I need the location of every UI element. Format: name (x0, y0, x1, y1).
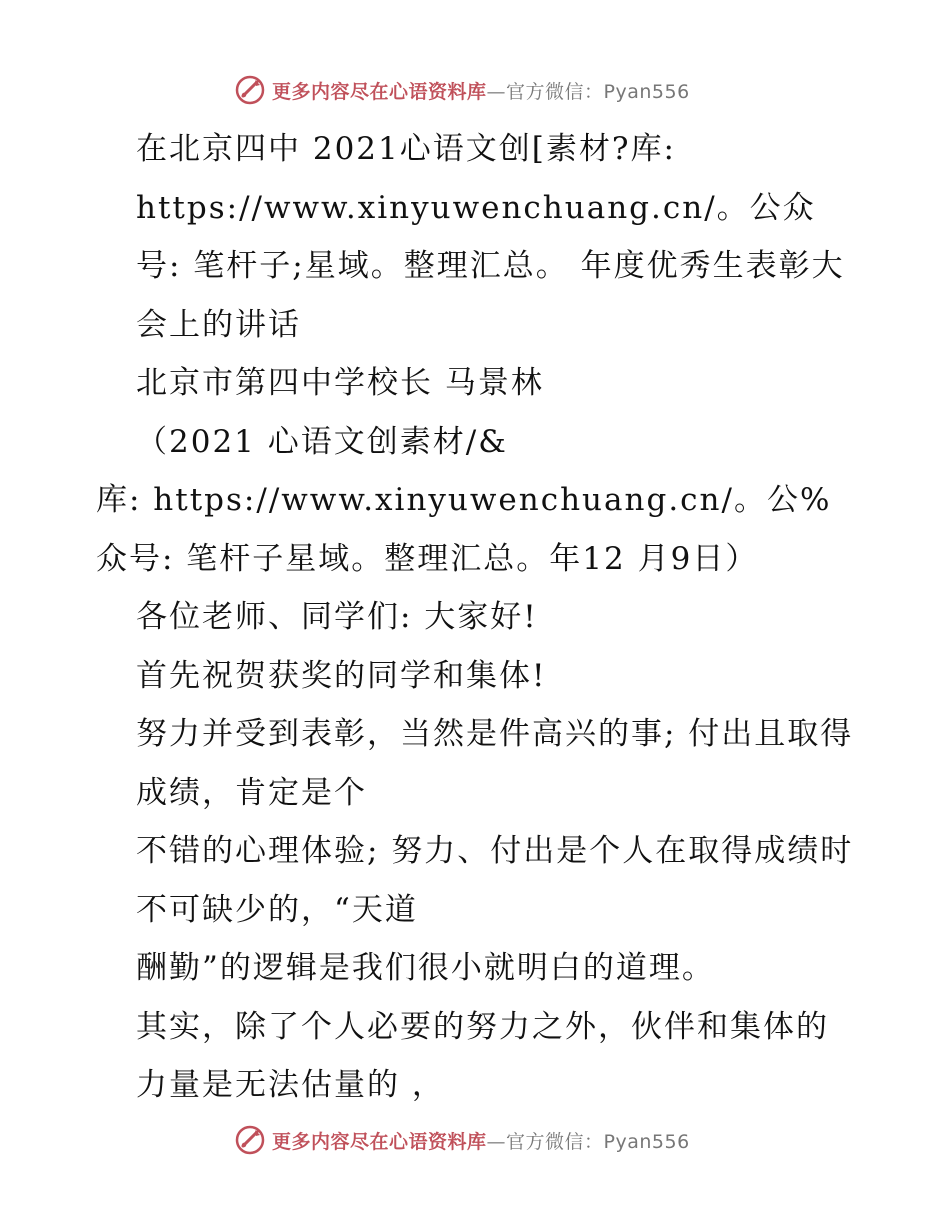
footer-banner (234, 1122, 690, 1158)
paragraph: 酬勤”的逻辑是我们很小就明白的道理。 (136, 950, 715, 986)
paragraph: 北京市第四中学校长 马景林 (136, 365, 544, 401)
paragraph: 其实，除了个人必要的努力之外，伙伴和集体的力量是无法估量的 ， (136, 1008, 829, 1103)
quill-seal-logo-icon (234, 74, 266, 106)
paragraph: 努力并受到表彰，当然是件高兴的事; 付出且取得成绩，肯定是个 (136, 716, 854, 811)
banner-text: 更多内容尽在心语资料库—官方微信：Pyan556 (272, 80, 690, 103)
paragraph: 不错的心理体验; 努力、付出是个人在取得成绩时不可缺少的，“天道 (136, 833, 854, 928)
paragraph: （2021 心语文创素材/& (136, 423, 508, 460)
header-banner (234, 72, 690, 108)
paragraph: 库: https://www.xinyuwenchuang.cn/。公%众号: 笔杆子星域。整理汇总。年12 月9日） (96, 482, 832, 577)
paragraph: 在北京四中 2021心语文创[素材?库: https://www.xinyuwenchuang.cn/。公众号: 笔杆子;星域。整理汇总。 年度优秀生表彰大会上的讲话 (136, 131, 845, 343)
banner-text: 更多内容尽在心语资料库—官方微信：Pyan556 (272, 1130, 690, 1153)
paragraph: 首先祝贺获奖的同学和集体! (136, 657, 547, 694)
quill-seal-logo-icon (234, 1124, 266, 1156)
paragraph: 各位老师、同学们: 大家好! (136, 599, 538, 635)
document-body (96, 120, 856, 1115)
